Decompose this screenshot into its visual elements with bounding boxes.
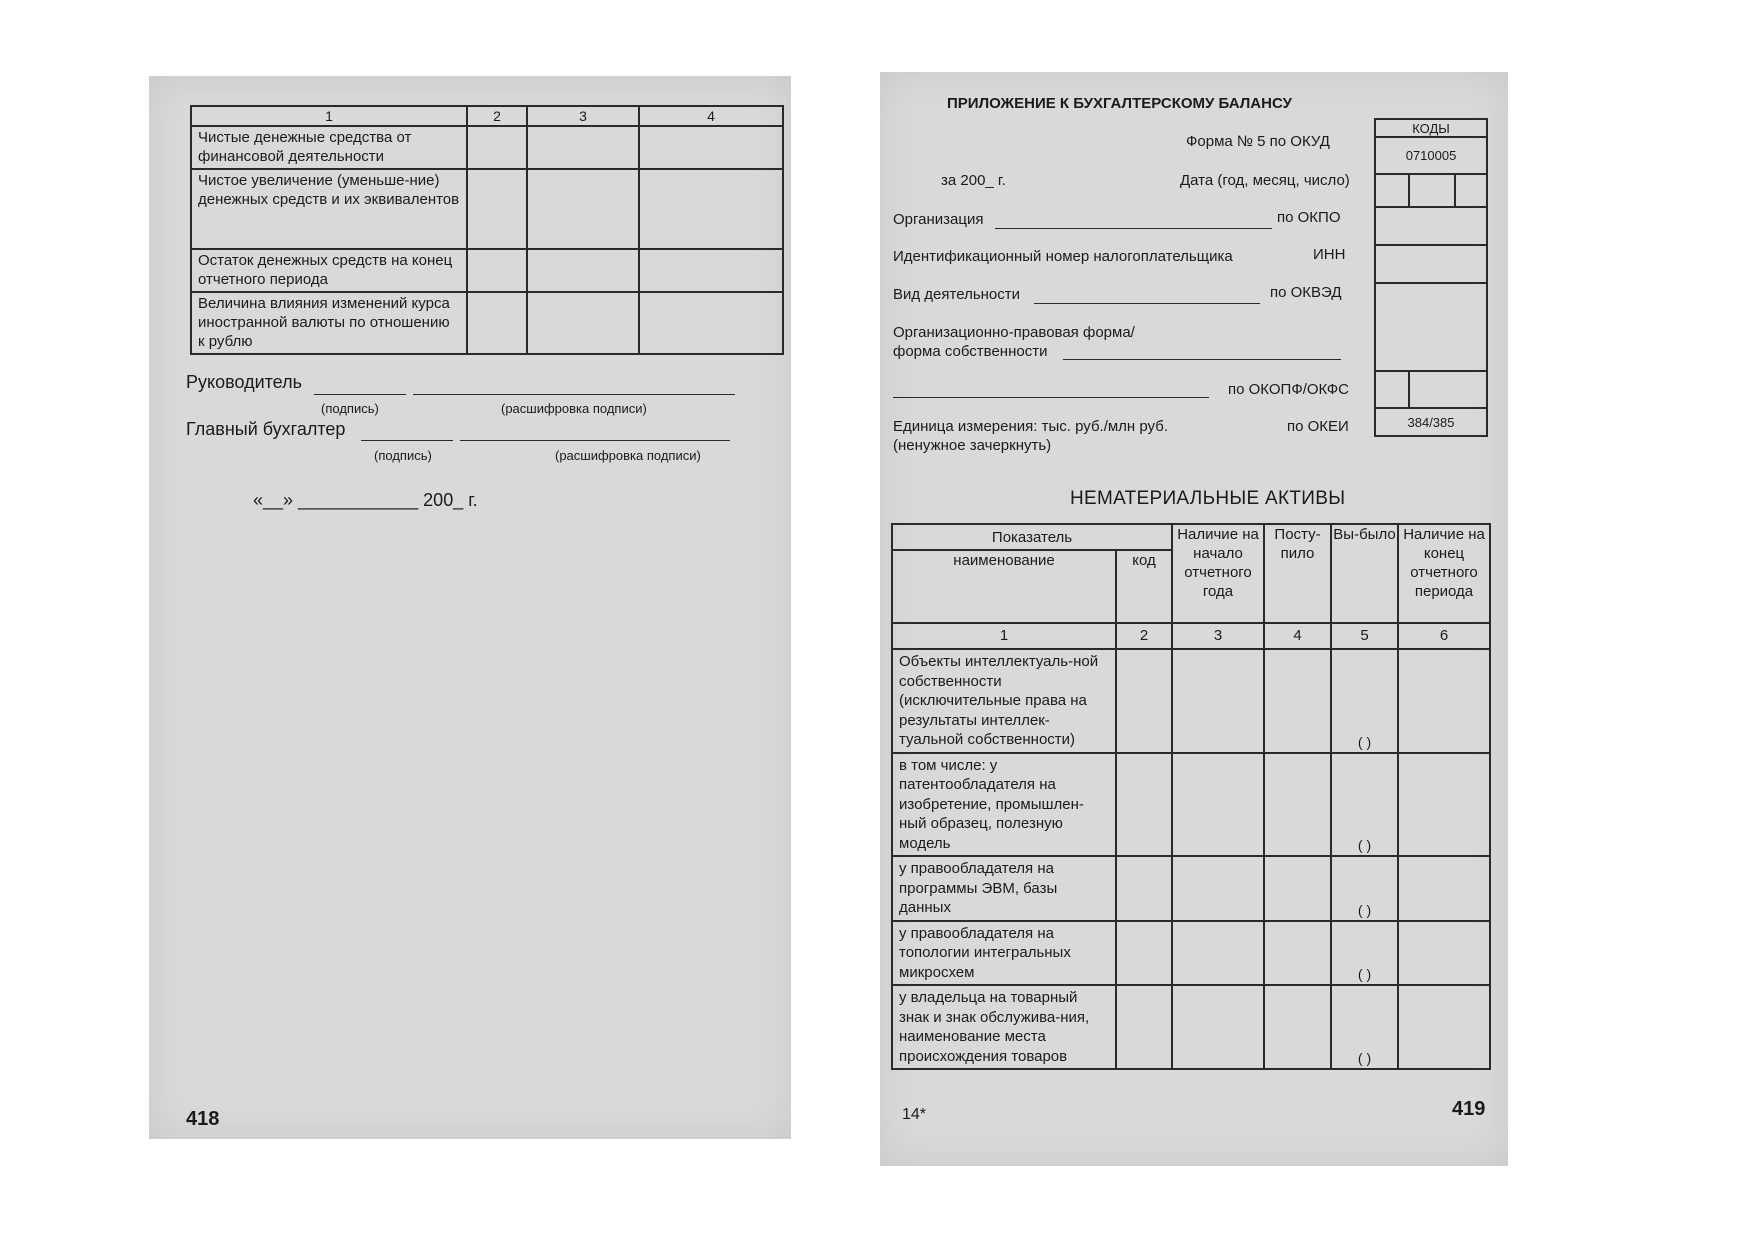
right-page	[880, 72, 1508, 1166]
codes-box	[1374, 118, 1488, 437]
legal-form-field[interactable]	[893, 397, 1209, 398]
table-cell[interactable]	[1172, 753, 1264, 857]
ownership-form-field[interactable]	[1063, 359, 1341, 360]
left-page	[149, 76, 791, 1139]
inn-label: ИНН	[1313, 246, 1346, 263]
table-cell[interactable]	[467, 126, 527, 169]
form-number: Форма № 5 по ОКУД	[1186, 133, 1330, 150]
received-header: Посту-пило	[1264, 524, 1331, 623]
codes-header: КОДЫ	[1375, 119, 1487, 137]
column-header: 4	[639, 106, 783, 126]
page-number: 418	[186, 1108, 220, 1130]
table-cell[interactable]	[1331, 649, 1398, 753]
table-cell[interactable]	[527, 126, 639, 169]
okpo-label: по ОКПО	[1277, 209, 1341, 226]
row-label: у владельца на товарный знак и знак обслужива-ния, наименование места происхождения товаров	[892, 985, 1116, 1069]
indicator-header: Показатель	[892, 524, 1172, 550]
table-cell[interactable]	[1172, 921, 1264, 986]
table-cell[interactable]	[1331, 856, 1398, 921]
closing-balance-header: Наличие на конец отчетного периода	[1398, 524, 1490, 623]
column-number: 1	[892, 623, 1116, 649]
parentheses-mark: ( )	[1357, 733, 1372, 750]
table-cell[interactable]	[639, 292, 783, 354]
code-header: код	[1116, 550, 1172, 623]
table-cell[interactable]	[1398, 856, 1490, 921]
row-label: в том числе: у патентообладателя на изобретение, промышлен-ный образец, полезную модель	[892, 753, 1116, 857]
date-label: Дата (год, месяц, число)	[1180, 172, 1350, 189]
signature-caption: (подпись)	[321, 401, 379, 416]
legal-form-label: Организационно-правовая форма/	[893, 324, 1135, 341]
table-cell[interactable]	[467, 169, 527, 249]
date-month-cell[interactable]	[1409, 174, 1455, 207]
date-year-cell[interactable]	[1375, 174, 1409, 207]
table-cell[interactable]	[1172, 985, 1264, 1069]
table-cell[interactable]	[527, 249, 639, 292]
column-number: 3	[1172, 623, 1264, 649]
table-cell[interactable]	[1172, 649, 1264, 753]
parentheses-mark: ( )	[1357, 1050, 1372, 1066]
table-cell[interactable]	[1116, 921, 1172, 986]
table-cell[interactable]	[1172, 856, 1264, 921]
column-header: 3	[527, 106, 639, 126]
form-title: ПРИЛОЖЕНИЕ К БУХГАЛТЕРСКОМУ БАЛАНСУ	[947, 95, 1292, 112]
okved-code-cell[interactable]	[1375, 283, 1487, 371]
okei-code: 384/385	[1375, 408, 1487, 436]
table-cell[interactable]	[1398, 921, 1490, 986]
table-cell[interactable]	[1264, 921, 1331, 986]
table-cell[interactable]	[1331, 985, 1398, 1069]
table-cell[interactable]	[467, 249, 527, 292]
date-line: «__» ____________ 200_ г.	[253, 490, 478, 510]
table-cell[interactable]	[1398, 649, 1490, 753]
table-cell[interactable]	[1264, 856, 1331, 921]
table-cell[interactable]	[1116, 753, 1172, 857]
head-decoding-line[interactable]	[413, 394, 735, 395]
ownership-form-label: форма собственности	[893, 343, 1048, 360]
organization-label: Организация	[893, 211, 984, 228]
table-cell[interactable]	[527, 169, 639, 249]
decoding-caption: (расшифровка подписи)	[555, 448, 701, 463]
table-cell[interactable]	[1398, 985, 1490, 1069]
column-number: 4	[1264, 623, 1331, 649]
disposed-header: Вы-было	[1331, 524, 1398, 623]
column-header: 2	[467, 106, 527, 126]
okpo-code-cell[interactable]	[1375, 207, 1487, 245]
footer-signature: 14*	[902, 1106, 927, 1123]
table-cell[interactable]	[639, 169, 783, 249]
row-label: Чистые денежные средства от финансовой деятельности	[191, 126, 467, 169]
unit-label: Единица измерения: тыс. руб./млн руб.	[893, 418, 1168, 435]
row-label: Объекты интеллектуаль-ной собственности (исключительные права на результаты интеллек-туальной собственности)	[892, 649, 1116, 753]
head-label: Руководитель	[186, 372, 302, 392]
page-number: 419	[1452, 1098, 1486, 1120]
activity-field[interactable]	[1034, 303, 1260, 304]
okopf-label: по ОКОПФ/ОКФС	[1228, 381, 1350, 398]
table-cell[interactable]	[639, 126, 783, 169]
section-title: НЕМАТЕРИАЛЬНЫЕ АКТИВЫ	[1070, 488, 1346, 509]
reporting-period: за 200_ г.	[941, 172, 1006, 189]
taxpayer-id-label: Идентификационный номер налогоплательщика	[893, 248, 1233, 265]
row-label: Чистое увеличение (уменьше-ние) денежных средств и их эквивалентов	[191, 169, 467, 249]
chief-accountant-label: Главный бухгалтер	[186, 419, 346, 439]
okei-label: по ОКЕИ	[1287, 418, 1349, 435]
table-cell[interactable]	[639, 249, 783, 292]
row-label: у правообладателя на программы ЭВМ, базы данных	[892, 856, 1116, 921]
table-cell[interactable]	[467, 292, 527, 354]
name-header: наименование	[892, 550, 1116, 623]
column-number: 5	[1331, 623, 1398, 649]
opening-balance-header: Наличие на начало отчетного года	[1172, 524, 1264, 623]
inn-code-cell[interactable]	[1375, 245, 1487, 283]
table-cell[interactable]	[1264, 649, 1331, 753]
table-cell[interactable]	[1398, 753, 1490, 857]
table-cell[interactable]	[1331, 921, 1398, 986]
signature-caption: (подпись)	[374, 448, 432, 463]
column-header: 1	[191, 106, 467, 126]
table-cell[interactable]	[1116, 856, 1172, 921]
cash-flow-table	[190, 105, 784, 355]
parentheses-mark: ( )	[1357, 966, 1372, 982]
row-label: Остаток денежных средств на конец отчетного периода	[191, 249, 467, 292]
date-day-cell[interactable]	[1455, 174, 1487, 207]
table-cell[interactable]	[1331, 753, 1398, 857]
unit-note: (ненужное зачеркнуть)	[893, 437, 1052, 454]
table-cell[interactable]	[1116, 649, 1172, 753]
activity-label: Вид деятельности	[893, 286, 1021, 303]
table-cell[interactable]	[1264, 985, 1331, 1069]
table-cell[interactable]	[1116, 985, 1172, 1069]
head-signature-line[interactable]	[314, 394, 406, 395]
decoding-caption: (расшифровка подписи)	[501, 401, 647, 416]
organization-field[interactable]	[995, 228, 1272, 229]
okopf-code-cell[interactable]	[1375, 371, 1409, 408]
table-cell[interactable]	[527, 292, 639, 354]
okfs-code-cell[interactable]	[1409, 371, 1487, 408]
okud-code: 0710005	[1375, 137, 1487, 174]
chief-signature-line[interactable]	[361, 440, 453, 441]
intangible-assets-table	[891, 523, 1491, 1070]
okved-label: по ОКВЭД	[1270, 284, 1342, 301]
chief-decoding-line[interactable]	[460, 440, 730, 441]
parentheses-mark: ( )	[1357, 901, 1372, 918]
parentheses-mark: ( )	[1357, 837, 1372, 853]
row-label: у правообладателя на топологии интегральных микросхем	[892, 921, 1116, 986]
column-number: 6	[1398, 623, 1490, 649]
table-cell[interactable]	[1264, 753, 1331, 857]
row-label: Величина влияния изменений курса иностранной валюты по отношению к рублю	[191, 292, 467, 354]
column-number: 2	[1116, 623, 1172, 649]
